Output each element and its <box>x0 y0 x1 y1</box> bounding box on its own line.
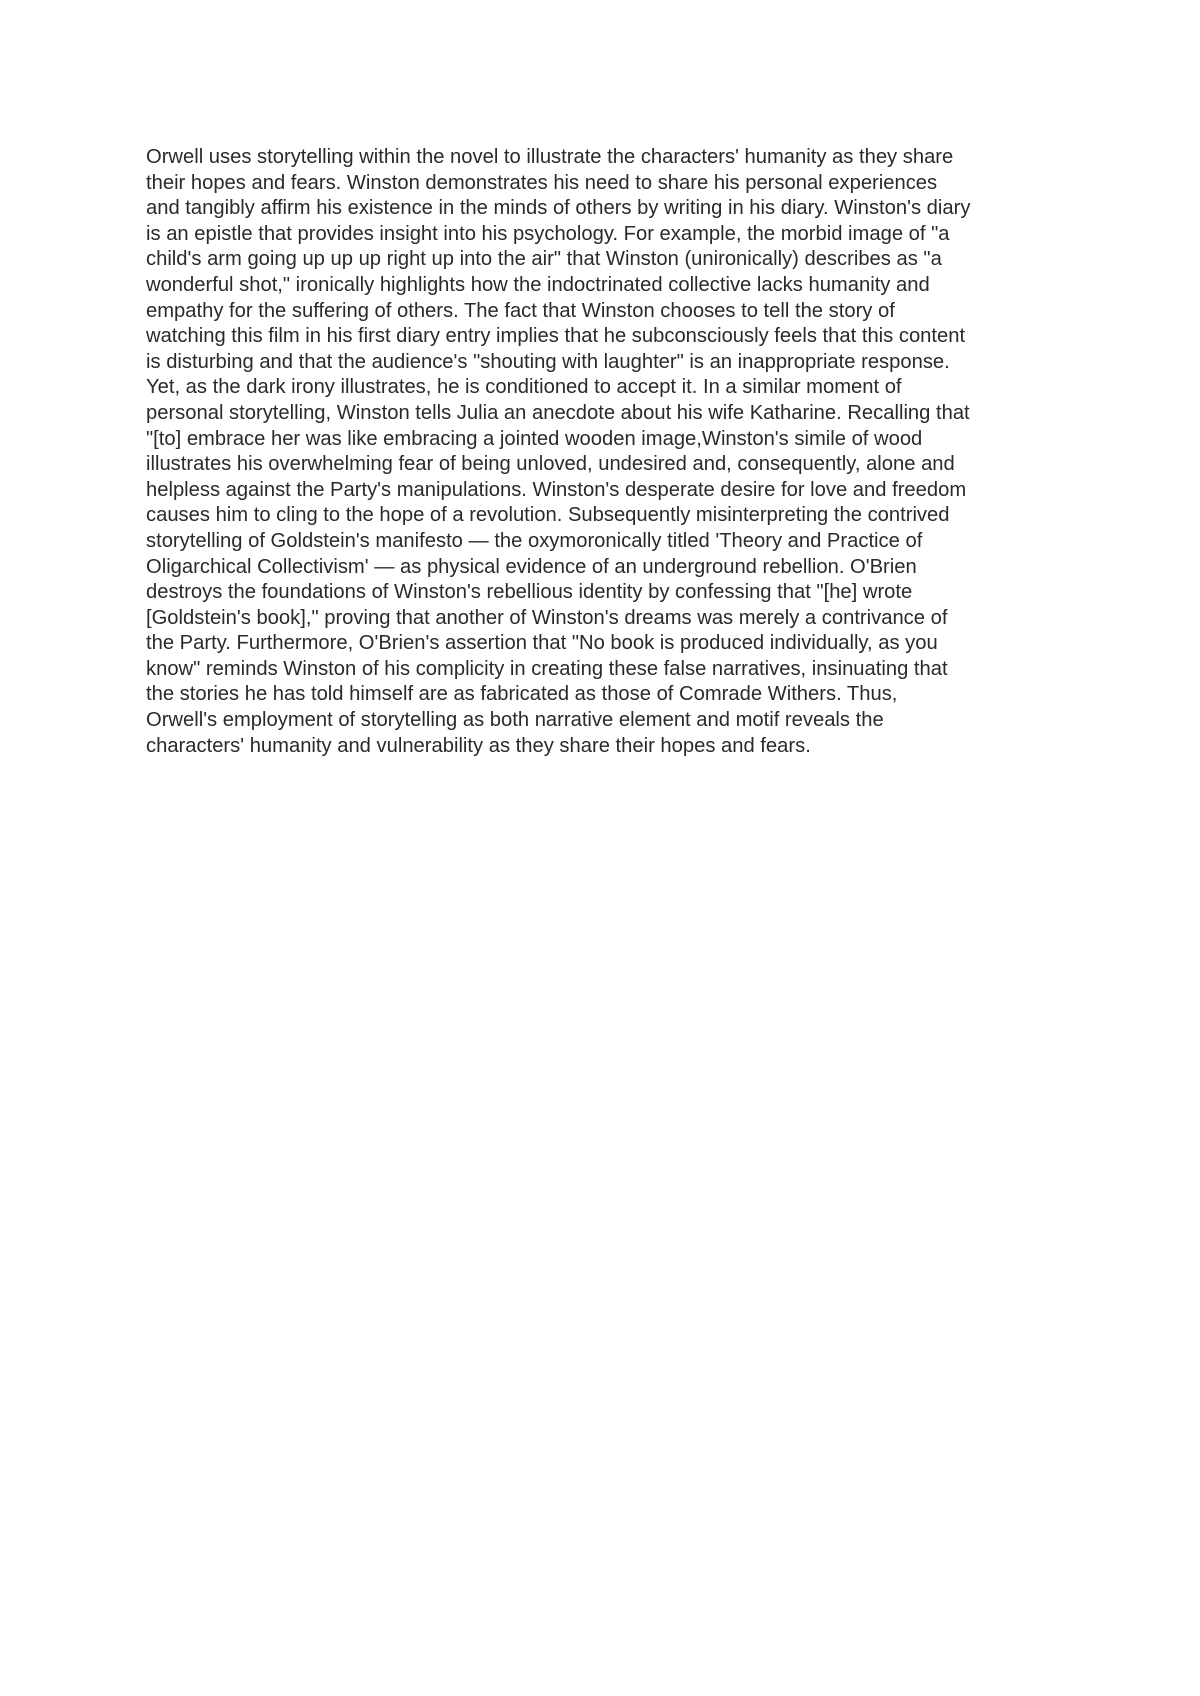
paragraph-line: Oligarchical Collectivism' — as physical evidence of an underground rebellion. O'Brien <box>146 555 917 578</box>
paragraph-line: their hopes and fears. Winston demonstrates his need to share his personal experiences <box>146 171 938 194</box>
paragraph-line: characters' humanity and vulnerability as they share their hopes and fears. <box>146 734 811 757</box>
paragraph-line: empathy for the suffering of others. The fact that Winston chooses to tell the story of <box>146 299 895 322</box>
paragraph-line: personal storytelling, Winston tells Julia an anecdote about his wife Katharine. Recalling that <box>146 401 970 424</box>
paragraph-line: destroys the foundations of Winston's rebellious identity by confessing that "[he] wrote <box>146 581 913 604</box>
paragraph-line: Yet, as the dark irony illustrates, he is conditioned to accept it. In a similar moment of <box>146 376 902 399</box>
paragraph-line: Orwell's employment of storytelling as both narrative element and motif reveals the <box>146 709 884 732</box>
paragraph-line: watching this film in his first diary entry implies that he subconsciously feels that this content <box>146 325 966 348</box>
paragraph-line: is disturbing and that the audience's "shouting with laughter" is an inappropriate response. <box>146 350 950 373</box>
paragraph-line: illustrates his overwhelming fear of being unloved, undesired and, consequently, alone and <box>146 453 955 476</box>
paragraph-line: [Goldstein's book]," proving that another of Winston's dreams was merely a contrivance of <box>146 606 948 629</box>
paragraph-line: is an epistle that provides insight into his psychology. For example, the morbid image of "a <box>146 222 950 245</box>
essay-paragraph <box>146 145 1068 759</box>
paragraph-line: "[to] embrace her was like embracing a jointed wooden image,Winston's simile of wood <box>146 427 923 450</box>
paragraph-line: and tangibly affirm his existence in the minds of others by writing in his diary. Winston's diary <box>146 197 971 220</box>
paragraph-line: the stories he has told himself are as fabricated as those of Comrade Withers. Thus, <box>146 683 898 706</box>
paragraph-line: storytelling of Goldstein's manifesto — the oxymoronically titled 'Theory and Practice of <box>146 529 923 552</box>
paragraph-line: Orwell uses storytelling within the novel to illustrate the characters' humanity as they share <box>146 146 954 168</box>
paragraph-line: wonderful shot," ironically highlights how the indoctrinated collective lacks humanity and <box>146 273 930 296</box>
paragraph-line: the Party. Furthermore, O'Brien's assertion that "No book is produced individually, as you <box>146 632 938 655</box>
paragraph-line: know" reminds Winston of his complicity in creating these false narratives, insinuating that <box>146 657 948 680</box>
paragraph-line: child's arm going up up up right up into the air" that Winston (unironically) describes as "a <box>146 248 942 271</box>
paragraph-line: helpless against the Party's manipulations. Winston's desperate desire for love and freedom <box>146 478 967 501</box>
paragraph-line: causes him to cling to the hope of a revolution. Subsequently misinterpreting the contrived <box>146 504 950 527</box>
